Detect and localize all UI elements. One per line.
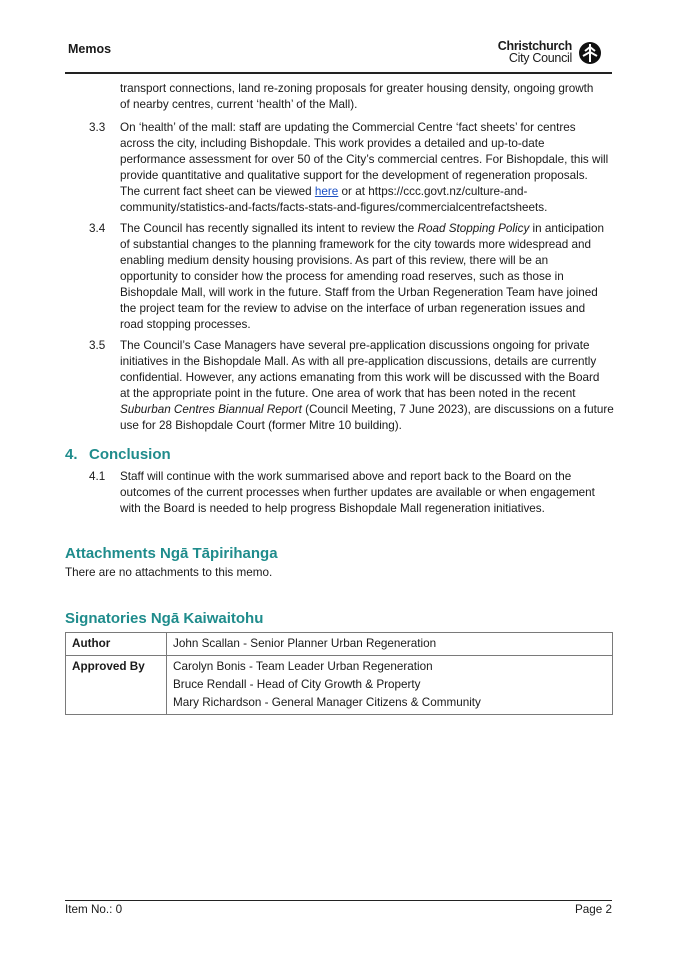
paragraph-3-3: On ‘health’ of the mall: staff are updating the Commercial Centre ‘fact sheets’ for centres across the city, including Bishopdale. This work provides a detailed and up-to-date performance assessment for over 50 of the City’s commercial centres. For Bishopdale, this will provide quantitative and qualitative support for the development of regeneration proposals. The current fact sheet can be viewed here or at https://ccc.govt.nz/culture-and- community/statistics-and-facts/facts-stats-and-figures/commercialcentrefactsheets.	[120, 121, 609, 214]
header-divider	[65, 72, 612, 74]
header-label: Memos	[68, 42, 112, 56]
table-row	[66, 633, 613, 656]
author-value: John Scallan - Senior Planner Urban Regeneration	[167, 633, 613, 656]
item-number-4-1: 4.1	[89, 470, 106, 483]
approver: Carolyn Bonis - Team Leader Urban Regeneration	[173, 660, 433, 673]
section-title: Conclusion	[89, 446, 171, 463]
author-label: Author	[66, 633, 167, 656]
footer-divider	[65, 900, 612, 901]
item-number-3-3: 3.3	[89, 121, 106, 134]
paragraph-4-1: Staff will continue with the work summarised above and report back to the Board on the outcomes of the current processes when further updates are available or when engagement with the Board is needed to help progress Bishopdale Mall regeneration initiatives.	[120, 470, 595, 515]
item-number-footer: Item No.: 0	[65, 903, 123, 916]
approver: Bruce Rendall - Head of City Growth & Property	[173, 678, 421, 691]
approved-by-label: Approved By	[66, 656, 167, 715]
paragraph-3-5: The Council’s Case Managers have several pre-application discussions ongoing for private initiatives in the Bishopdale Mall. As with all pre-application discussions, details are currently confidential. However, any actions emanating from this work will be discussed with the Board at the appropriate point in the future. One area of work that has been noted in the recent Suburban Centres Biannual Report (Council Meeting, 7 June 2023), are discussions on a future use for 28 Bishopdale Court (former Mitre 10 building).	[120, 339, 614, 432]
approvers-list	[167, 656, 613, 715]
attachments-text: There are no attachments to this memo.	[65, 566, 273, 579]
approver: Mary Richardson - General Manager Citizens & Community	[173, 696, 481, 709]
council-logo	[498, 40, 602, 70]
item-number-3-5: 3.5	[89, 339, 106, 352]
paragraph-3-4: The Council has recently signalled its intent to review the Road Stopping Policy in anticipation of substantial changes to the planning framework for the city towards more widespread and enabling medium density housing provisions. As part of this review, there will be an opportunity to consider how the process for amending road reserves, such as those in Bishopdale Mall, will work in the future. Staff from the Urban Regeneration Team have joined the project team for the review to advise on the interface of urban regeneration issues and road stopping processes.	[120, 222, 605, 331]
attachments-heading: Attachments Ngā Tāpirihanga	[65, 545, 278, 562]
logo-line-2: City Council	[508, 51, 572, 65]
continued-paragraph: transport connections, land re-zoning proposals for greater housing density, ongoing growth of nearby centres, current ‘health’ of the Mall).	[120, 82, 594, 111]
fact-sheet-link[interactable]: here	[314, 185, 339, 198]
page-number: Page 2	[574, 903, 612, 916]
signatories-table	[65, 632, 613, 715]
council-emblem-icon	[578, 41, 602, 65]
table-row	[66, 656, 613, 715]
logo-line-1: Christchurch	[497, 39, 572, 53]
section-number: 4.	[65, 446, 78, 463]
item-number-3-4: 3.4	[89, 222, 106, 235]
signatories-heading: Signatories Ngā Kaiwaitohu	[65, 610, 264, 627]
